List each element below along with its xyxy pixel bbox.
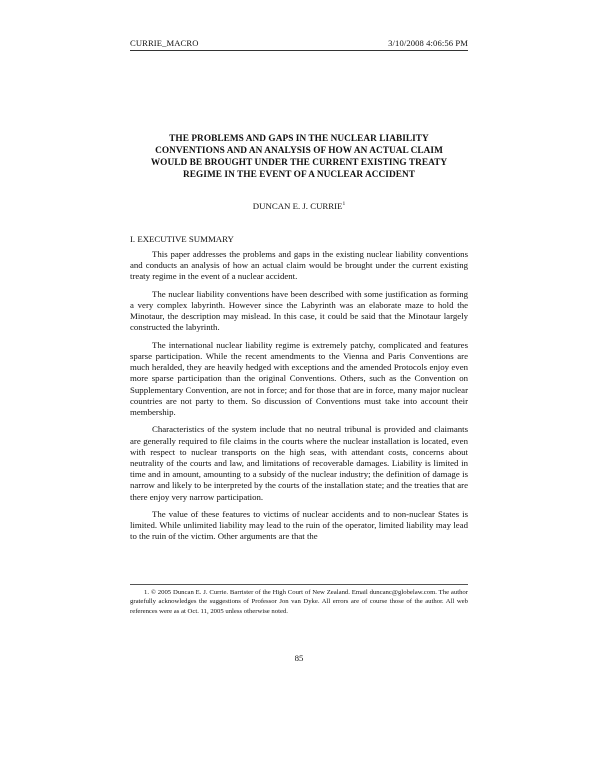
header-rule	[130, 50, 468, 51]
body-text	[130, 249, 468, 549]
author-footnote-mark: 1	[342, 201, 346, 208]
paragraph-3: The international nuclear liability regime is extremely patchy, complicated and features sparse participation. While the recent amendments to the Vienna and Paris Conventions are much heralded, they are heavily hedged with exceptions and the amended Protocols enjoy even more sparse participation than the original Conventions. Others, such as the Convention on Supplementary Convention, are not in force; and for those that are in force, many major nuclear countries are not party to them. So discussion of Conventions must take into account their membership.	[130, 339, 468, 418]
author-name: DUNCAN E. J. CURRIE	[252, 201, 343, 211]
paragraph-5: The value of these features to victims of nuclear accidents and to non-nuclear States is limited. While unlimited liability may lead to the ruin of the operator, limited liability may lead to the ruin of the victim. Other arguments are that the	[130, 509, 468, 542]
paragraph-1: This paper addresses the problems and gaps in the existing nuclear liability conventions and conducts an analysis of how an actual claim would be brought under the current existing treaty regime in the event of a nuclear accident.	[130, 249, 468, 282]
running-head-right: 3/10/2008 4:06:56 PM	[388, 38, 468, 48]
section-heading: I. EXECUTIVE SUMMARY	[130, 234, 234, 244]
footnote-rule	[130, 584, 468, 585]
article-title: THE PROBLEMS AND GAPS IN THE NUCLEAR LIABILITY CONVENTIONS AND AN ANALYSIS OF HOW AN ACTUAL CLAIM WOULD BE BROUGHT UNDER THE CURRENT EXISTING TREATY REGIME IN THE EVENT OF A NUCLEAR ACCIDENT	[150, 134, 448, 181]
running-head	[130, 38, 468, 48]
author-line	[130, 201, 468, 211]
running-head-left: CURRIE_MACRO	[130, 38, 199, 48]
footnote: 1. © 2005 Duncan E. J. Currie. Barrister of the High Court of New Zealand. Email duncanc@globelaw.com. The author gratefully acknowledges the suggestions of Professor Jon van Dyke. All errors are of course those of the author. All web references were as at Oct. 11, 2005 unless otherwise noted.	[130, 589, 468, 615]
paragraph-4: Characteristics of the system include that no neutral tribunal is provided and claimants are generally required to file claims in the courts where the nuclear installation is located, even with respect to nuclear transports on the high seas, with attendant costs, concerns about neutrality of the courts and law, and limitations of recoverable damages. Liability is limited in time and in amount, amounting to a subsidy of the nuclear industry; the definition of damage is narrow and likely to be interpreted by the courts of the installation state; and the treaties that are there enjoy very narrow participation.	[130, 424, 468, 502]
paragraph-2: The nuclear liability conventions have been described with some justification as forming a very complex labyrinth. However since the Labyrinth was an elaborate maze to hold the Minotaur, the description may mislead. In this case, it could be said that the Minotaur largely constructed the labyrinth.	[130, 288, 468, 333]
page-number: 85	[294, 653, 304, 663]
